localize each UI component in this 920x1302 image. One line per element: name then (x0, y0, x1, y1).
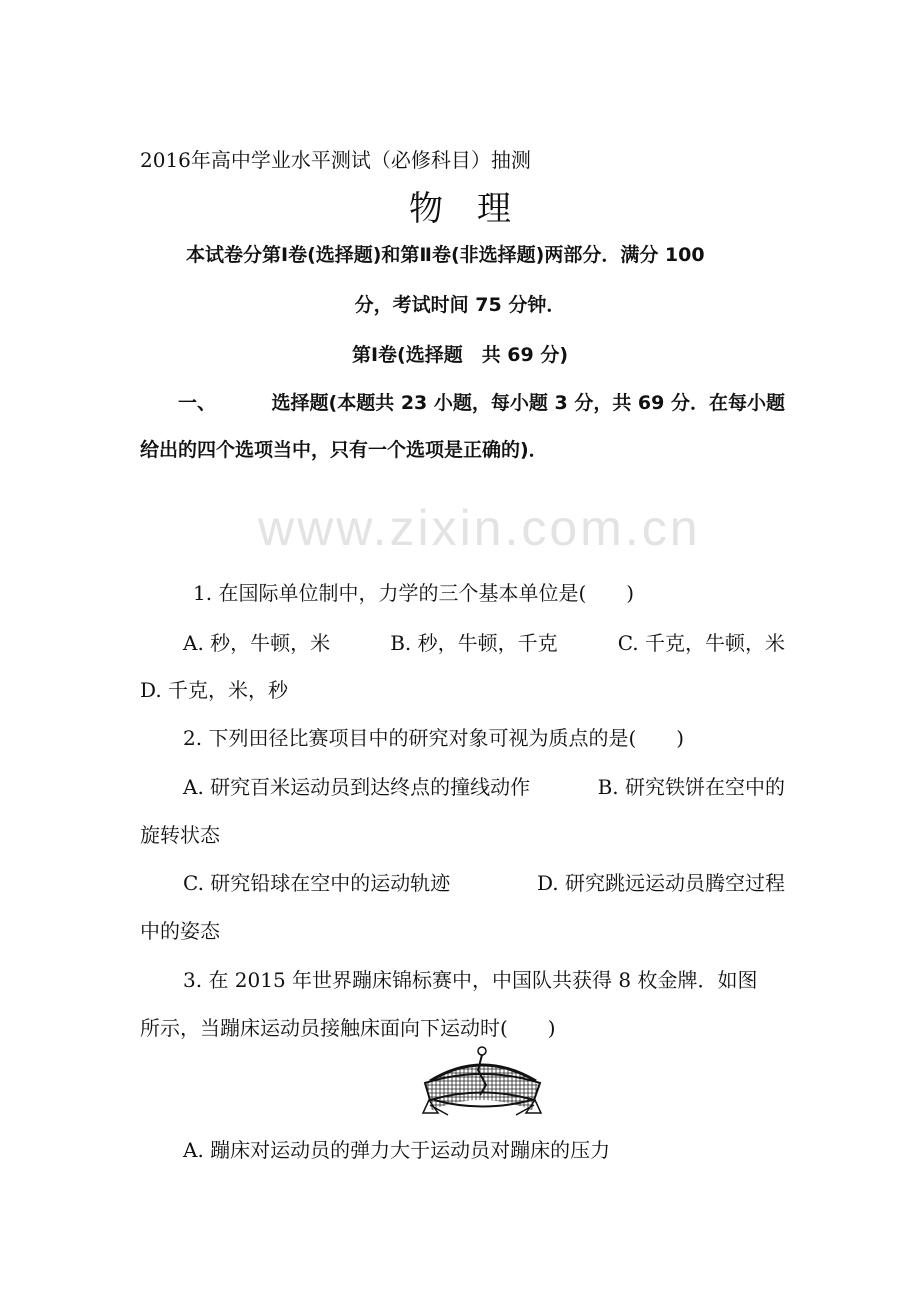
q2-options-cd (183, 870, 785, 896)
q2-option-d: D. 研究跳远运动员腾空过程 (536, 871, 785, 895)
q2-option-c: C. 研究铅球在空中的运动轨迹 (183, 871, 451, 895)
q2-option-b-cont: 旋转状态 (140, 823, 220, 847)
subject-title: 物 理 (409, 189, 511, 229)
q3-stem (183, 967, 785, 993)
intro-line-2: 分，考试时间 75 分钟． (354, 294, 566, 316)
q1-option-a: A. 秒，牛顿，米 (183, 631, 331, 655)
section-text-cont: 给出的四个选项当中，只有一个选项是正确的)． (140, 439, 548, 461)
q3-option-a: A. 蹦床对运动员的弹力大于运动员对蹦床的压力 (183, 1138, 611, 1162)
part1-title: 第Ⅰ卷(选择题 共 69 分) (351, 344, 569, 366)
section-text: 选择题(本题共 23 小题，每小题 3 分，共 69 分．在每小题 (271, 392, 785, 414)
intro-line-1: 本试卷分第Ⅰ卷(选择题)和第Ⅱ卷(非选择题)两部分．满分 100 (186, 244, 705, 266)
trampoline-figure (420, 1045, 545, 1125)
q3-stem-line-2: 所示，当蹦床运动员接触床面向下运动时( ) (140, 1016, 556, 1040)
watermark: www.zixin.com.cn (258, 500, 701, 556)
q2-option-a: A. 研究百米运动员到达终点的撞线动作 (183, 775, 531, 799)
q1-options (183, 630, 785, 656)
q1-option-d: D. 千克，米，秒 (140, 678, 289, 702)
q1-option-b: B. 秒，牛顿，千克 (390, 631, 558, 655)
q1-stem: 1. 在国际单位制中，力学的三个基本单位是( ) (193, 581, 635, 605)
q1-option-c: C. 千克，牛顿，米 (617, 631, 785, 655)
section-number: 一、 (178, 392, 217, 414)
q2-options-ab (183, 774, 785, 800)
section-heading (140, 390, 785, 416)
q2-option-d-cont: 中的姿态 (140, 919, 220, 943)
exam-header: 2016年高中学业水平测试（必修科目）抽测 (140, 148, 531, 172)
q2-stem: 2. 下列田径比赛项目中的研究对象可视为质点的是( ) (183, 726, 685, 750)
q3-stem-line-1: 3. 在 2015 年世界蹦床锦标赛中，中国队共获得 8 枚金牌．如图 (183, 968, 758, 992)
q2-option-b: B. 研究铁饼在空中的 (597, 775, 785, 799)
